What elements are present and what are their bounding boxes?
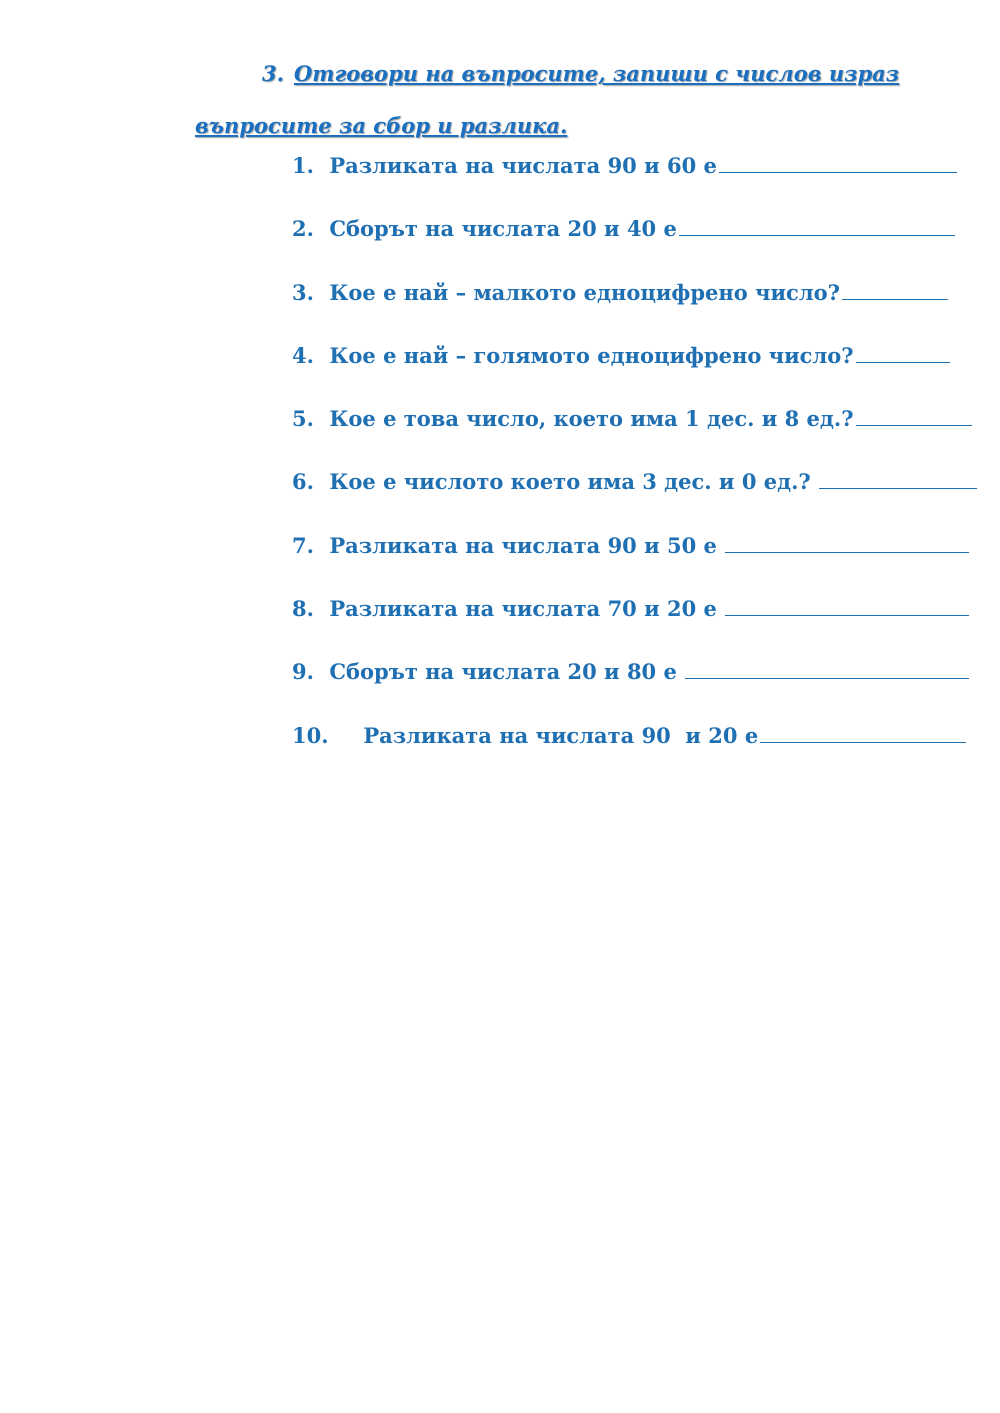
- heading-line-1: [195, 48, 955, 100]
- question-text: Разликата на числата 70 и 20 е: [329, 596, 717, 622]
- question-text: Разликата на числата 90 и 60 е: [329, 153, 717, 178]
- answer-blank[interactable]: [679, 209, 955, 236]
- question-list: [292, 146, 992, 779]
- question-number: 5.: [292, 406, 314, 432]
- question-text: Кое е най – голямото едноцифрено число?: [329, 342, 854, 368]
- question-text: Кое е най – малкото едноцифрено число?: [329, 279, 840, 305]
- heading-line-2: [195, 100, 955, 152]
- answer-blank[interactable]: [760, 716, 966, 743]
- question-number: 9.: [292, 659, 314, 685]
- question-number: 6.: [292, 469, 314, 495]
- question-number: 8.: [292, 596, 314, 622]
- question-number: 7.: [292, 532, 314, 558]
- answer-blank[interactable]: [725, 526, 969, 553]
- answer-blank[interactable]: [856, 336, 950, 363]
- exercise-number: 3.: [262, 61, 284, 86]
- question-item: [292, 716, 992, 779]
- question-item: [292, 526, 992, 589]
- question-text: Кое е числото което има 3 дес. и 0 ед.?: [329, 469, 811, 495]
- question-item: [292, 209, 992, 272]
- question-number: 3.: [292, 279, 314, 305]
- question-number: 10.: [292, 722, 329, 748]
- question-number: 2.: [292, 216, 314, 242]
- question-number: 4.: [292, 342, 314, 368]
- exercise-heading: [195, 48, 955, 152]
- question-item: [292, 336, 992, 399]
- question-text: Сборът на числата 20 и 40 е: [329, 216, 677, 242]
- answer-blank[interactable]: [856, 399, 972, 426]
- answer-blank[interactable]: [842, 273, 948, 300]
- heading-text-2: въпросите за сбор и разлика.: [195, 113, 568, 138]
- heading-text-1: Отговори на въпросите, запиши с числов израз: [293, 61, 900, 86]
- question-text: Кое е това число, което има 1 дес. и 8 ед.?: [329, 406, 854, 432]
- question-text: Разликата на числата 90 и 50 е: [329, 532, 717, 558]
- question-item: [292, 146, 992, 209]
- question-text: Разликата на числата 90 и 20 е: [363, 722, 759, 748]
- question-item: [292, 652, 992, 715]
- question-text: Сборът на числата 20 и 80 е: [329, 659, 677, 685]
- question-item: [292, 589, 992, 652]
- question-number: 1.: [292, 153, 314, 178]
- answer-blank[interactable]: [719, 146, 957, 173]
- answer-blank[interactable]: [725, 589, 969, 616]
- answer-blank[interactable]: [685, 652, 969, 679]
- question-item: [292, 273, 992, 336]
- question-item: [292, 399, 992, 462]
- question-item: [292, 462, 992, 525]
- answer-blank[interactable]: [819, 462, 977, 489]
